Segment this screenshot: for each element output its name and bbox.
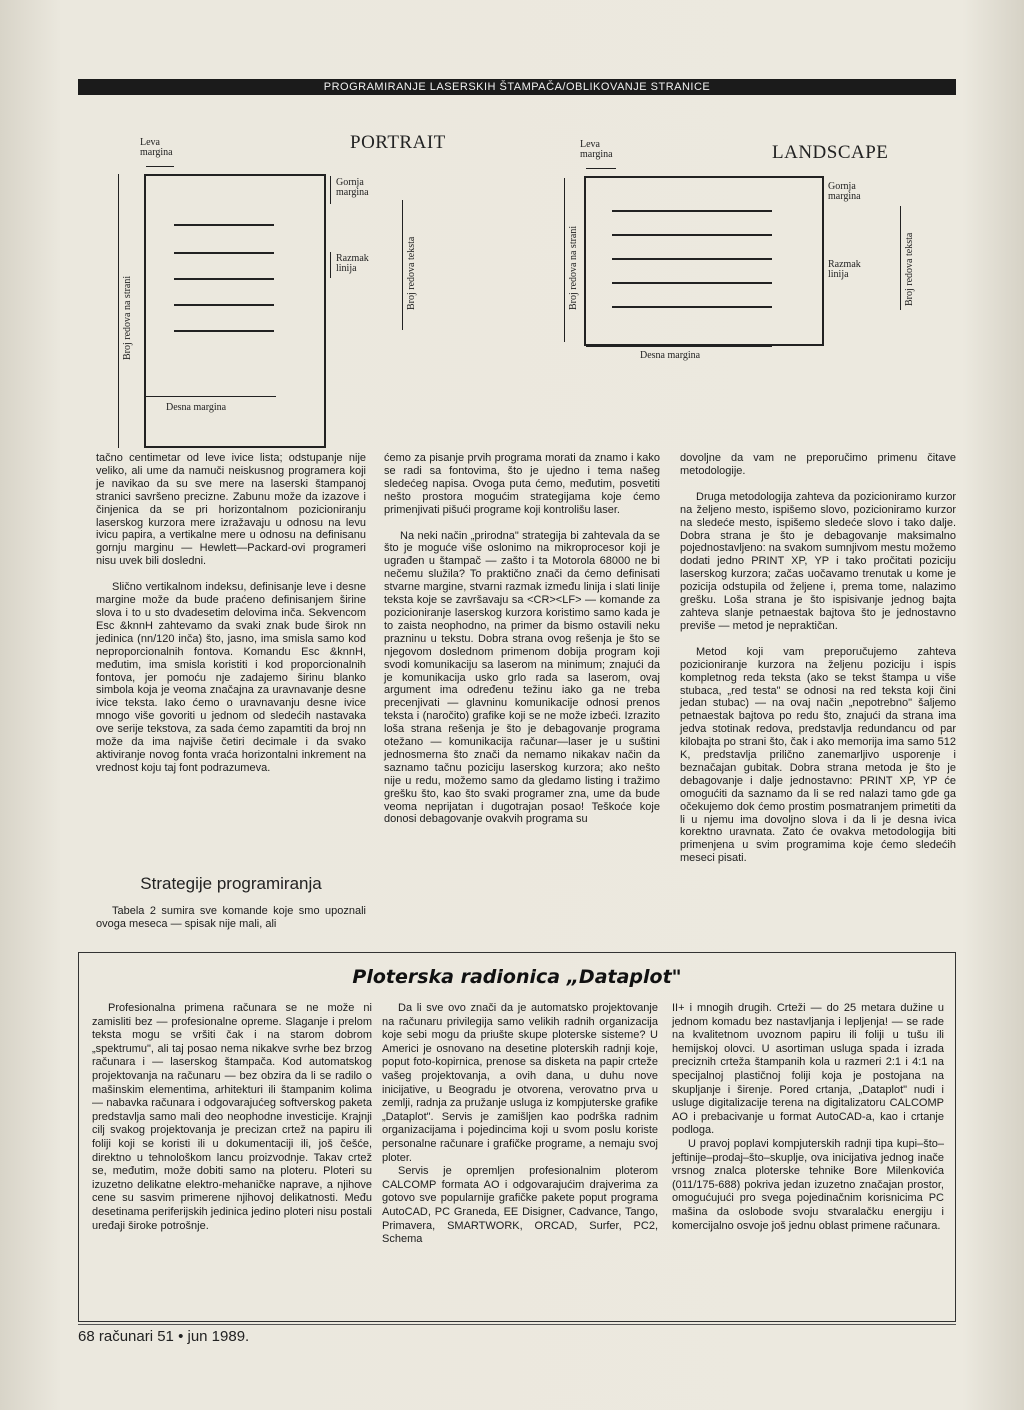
article-paragraph: dovoljne da vam ne preporučimo primenu čitave metodologije. bbox=[680, 452, 956, 477]
landscape-right-margin-arrow bbox=[586, 346, 772, 347]
landscape-lines-per-page-label: Broj redova na strani bbox=[568, 225, 579, 310]
article-column-1 bbox=[96, 452, 366, 775]
article-column-1-end bbox=[96, 905, 366, 931]
box-paragraph: II+ i mnogih drugih. Crteži — do 25 metara dužine u jednom komadu bez nastavljanja i lepljenja! — se rade na kvalitetnom uvoznom papiru ili foliji u tušu ili hemijskoj olovci. U asortiman usluga spada i izrada preciznih crteža štampanih kola u razmeri 2:1 i 4:1 na specijalnoj plastičnoj foliji koja je postojana na skupljanje i širenje. Pored crtanja, „Dataplot" nudi i usluge digitalizacije terena na digitalizatoru CALCOMP AO i prebacivanje u format AutoCAD-a, kao i crtanje podloga. bbox=[672, 1002, 944, 1137]
article-paragraph: Tabela 2 sumira sve komande koje smo upoznali ovoga meseca — spisak nije mali, ali bbox=[96, 905, 366, 930]
footer-rule bbox=[78, 1324, 956, 1325]
landscape-text-lines-arrow bbox=[900, 206, 901, 310]
dataplot-box-title: Ploterska radionica „Dataplot" bbox=[352, 966, 682, 988]
portrait-text-line bbox=[174, 224, 274, 226]
article-paragraph: Slično vertikalnom indeksu, definisanje leve i desne margine može da bude praćeno definisanjem širine slova i to u sto dvadesetim delovima inča. Sekvencom Esc &knnH zahtevamo da svaki znak bude širok nn jedinica (nn/120 inča) što, jasno, ima smisla samo kod neproporcionalnih fontova. Komandu Esc &knnH, međutim, ima smisla koristiti i kod proporcionalnih fontova, jer pomoću nje zadajemo širinu blanko simbola koja je veoma značajna za uravnavanje desne ivice teksta. Iako ćemo o uravnavanju desne ivice mnogo više govoriti u jednom od sledećih nastavaka ove serije tekstova, za sada ćemo zapamtiti da broj nn može da ima najviše četiri decimale i da svako aktiviranje novog fonta vraća horizontalni inkrement na vrednost koju taj font podrazumeva. bbox=[96, 581, 366, 774]
box-paragraph: U pravoj poplavi kompjuterskih radnji tipa kupi–što–jeftinije–prodaj–što–skuplje, ova inicijativa jednog inače vrsnog znalca ploterske tehnike Bore Milenkovića (011/175-688) pokriva jedan izuzetno značajan prostor, omogućujući pro svega pojedinačnim korisnicima PC mašina da oslobode svoju stvaralačku energiju i komercijalno osvoje još jednu oblast primene računara. bbox=[672, 1137, 944, 1232]
section-heading: Strategije programiranja bbox=[140, 874, 322, 893]
portrait-text-lines-label: Broj redova teksta bbox=[406, 236, 417, 310]
landscape-top-margin-label: Gornja margina bbox=[828, 181, 861, 202]
article-column-2 bbox=[384, 452, 660, 826]
article-paragraph: Druga metodologija zahteva da pozicioniramo kurzor na željeno mesto, ispišemo slovo, pozicioniramo kurzor na sledeće mesto, ispišemo sledeće slovo i tako dalje. Dobra strana je što je debagovanje maksimalno pojednostavljeno: na svakom sumnjivom mestu možemo dodati jedno PRINT XP, YP i tako pročitati poziciju laserskog kurzora; začas uočavamo trenutak u kome je pozicija odstupila od željene i, prema tome, nalazimo grešku. Loša strana je što ispisivanje jednog bajta zahteva slanje petnaestak bajtova što je jednostavno previše — metod je nepraktičan. bbox=[680, 490, 956, 632]
landscape-line-spacing-label: Razmak linija bbox=[828, 259, 861, 280]
portrait-left-margin-label: Leva margina bbox=[140, 137, 173, 158]
portrait-left-margin-arrow bbox=[146, 166, 174, 167]
article-paragraph: Metod koji vam preporučujemo zahteva pozicioniranje kurzora na željenu poziciju i ispis kompletnog reda teksta (ako se tekst štampa u više stubaca, „red testa" se odnosi na red teksta koji čini jedan stubac) — na ovaj način „nepotrebno" šaljemo petnaestak bajtova po redu što, znajući da strana ima jedva stotinak redova, predstavlja redundancu od par kilobajta po strani što, čak i ako memorija ima samo 512 K, predstavlja prilično zanemarljivo usporenje i beznačajan gubitak. Dobra strana metoda je što je debagovanje i dalje jednostavno: PRINT XP, YP će omogućiti da saznamo da li se red nalazi tamo gde ga očekujemo dok ćemo prostim posmatranjem primetiti da li u njemu ima dovoljno slova i da li je desna ivica korektno uravnata. Zato će ovakva metodologija biti primenjena u svim programima koje ćemo sledećih meseci pisati. bbox=[680, 645, 956, 865]
portrait-top-margin-arrow bbox=[330, 176, 331, 204]
portrait-right-margin-label: Desna margina bbox=[166, 402, 227, 413]
portrait-text-lines-arrow bbox=[402, 200, 403, 330]
page-footer: 68 računari 51 • jun 1989. bbox=[78, 1328, 250, 1345]
landscape-text-line bbox=[612, 306, 772, 308]
landscape-lines-per-page-arrow bbox=[564, 178, 565, 342]
portrait-text-line bbox=[174, 278, 274, 280]
portrait-title: PORTRAIT bbox=[350, 132, 446, 153]
article-column-3 bbox=[680, 452, 956, 865]
landscape-page-frame bbox=[584, 176, 824, 346]
landscape-line-spacing-arrow bbox=[822, 258, 823, 284]
box-column-3 bbox=[672, 1002, 944, 1233]
section-header-bar: PROGRAMIRANJE LASERSKIH ŠTAMPAČA/OBLIKOVANJE STRANICE bbox=[78, 79, 956, 95]
box-paragraph: Da li sve ovo znači da je automatsko projektovanje na računaru privilegija samo velikih radnih organizacija koje sebi mogu da priušte skupe ploterske sisteme? U Americi je osnovano na desetine ploterskih radnji koje, poput foto-kopirnica, prenose sa disketa na papir crteže vašeg projektovanja, a ovih dana, u duhu nove inicijative, u Beogradu je otvorena, verovatno prva u zemlji, radnja za pružanje usluga iz kompjuterske grafike „Dataplot". Servis je zamišljen kao podrška radnim organizacijama i pojedincima koji u svom poslu koriste personalne računare i grafičke programe, a nemaju svoj ploter. bbox=[382, 1002, 658, 1164]
box-column-1 bbox=[92, 1002, 372, 1233]
landscape-title: LANDSCAPE bbox=[772, 142, 889, 163]
landscape-text-line bbox=[612, 282, 772, 284]
portrait-diagram bbox=[100, 120, 446, 420]
portrait-line-spacing-label: Razmak linija bbox=[336, 253, 369, 274]
portrait-lines-per-page-label: Broj redova na strani bbox=[122, 275, 133, 360]
box-column-2 bbox=[382, 1002, 658, 1247]
landscape-diagram bbox=[560, 130, 940, 370]
article-paragraph: Na neki način „prirodna" strategija bi zahtevala da se što je moguće više oslonimo na mikroprocesor koji je ugrađen u štampač — zašto i ta Motorola 68000 ne bi nečemu služila? To praktično znači da ćemo definisati stvarne margine, stvarni razmak između linija i slati linije teksta koje se završavaju sa <CR><LF> — komande za pozicioniranje laserskog kurzora koristimo samo kada je to zaista neophodno, na primer da bismo ostavili neku prazninu u tekstu. Dobra strana ovog rešenja je što se njegovom doslednom primenom dobija program koji svodi komunikaciju sa laserom na minimum; znajući da je komunikacija usko grlo rada sa laserom, ovaj argument ima određenu težinu iako ga ne treba precenjivati — glavninu komunikacije odnosi prenos teksta i (naročito) grafike koji se ne može izbeći. Izrazito loša strana rešenja je što je debagovanje programa otežano — komunikacija računar—laser je u suštini jednosmerna što znači da nemamo nikakav način da saznamo tačnu poziciju laserskog kurzora; ako nešto nije u redu, možemo samo da gledamo listing i tražimo grešku što, kao što svaki programer zna, ume da bude veoma neprijatan i dugotrajan posao! Teškoće koje donosi debagovanje ovakvih programa su bbox=[384, 529, 660, 826]
landscape-top-margin-arrow bbox=[822, 180, 823, 202]
box-paragraph: Profesionalna primena računara se ne može ni zamisliti bez — profesionalne opreme. Slaganje i prelom teksta mogu se vršiti čak i na starom dobrom „spektrumu", ali taj posao nema nikakve svrhe bez brzog računara i — laserskog štampača. Kod automatskog projektovanja na računaru — bez obzira da li se radilo o mašinskim elementima, arhitekturi ili štampanim kolima — nabavka računara i odgovarajućeg softverskog paketa predstavlja samo mali deo neophodne investicije. Krajnji cilj svakog projektovanja je precizan crtež na papiru ili foliji koji se koristi ili u dokumentaciji ili, još češće, direktno u tehnološkom lancu proizvodnje. Takav crtež se, međutim, može dobiti samo na ploteru. Ploteri su izuzetno delikatne elektro-mehaničke naprave, a njihove cene su sasvim primerene njihovoj delikatnosti. Među desetinama periferijskih jedinica jedino ploteri nisu postali uređaji široke potrošnje. bbox=[92, 1002, 372, 1232]
portrait-text-line bbox=[174, 330, 274, 332]
portrait-line-spacing-arrow bbox=[330, 252, 331, 278]
landscape-left-margin-arrow bbox=[586, 168, 616, 169]
landscape-text-line bbox=[612, 258, 772, 260]
landscape-text-lines-label: Broj redova teksta bbox=[904, 232, 915, 306]
box-paragraph: Servis je opremljen profesionalnim ploterom CALCOMP formata AO i odgovarajućim drajverima za gotovo sve popularnije grafičke pakete poput programa AutoCAD, PC Graneda, EE Disigner, Cadvance, Tango, Primavera, SMARTWORK, ORCAD, Surfer, PC2, Schema bbox=[382, 1165, 658, 1246]
landscape-text-line bbox=[612, 210, 772, 212]
article-paragraph: tačno centimetar od leve ivice lista; odstupanje nije veliko, ali ume da namuči neiskusnog programera koji je navikao da su sve mere na laserski štampanoj stranici savršeno precizne. Zabunu može da izazove i činjenica da se pri horizontalnom pozicioniranju laserskog kurzora mere izražavaju u odnosu na levu ivicu papira, a vertikalne mere u odnosu na definisanu gornju marginu — Hewlett—Packard-ovi programeri nisu uvek bili dosledni. bbox=[96, 452, 366, 568]
portrait-lines-per-page-arrow bbox=[118, 174, 119, 448]
landscape-right-margin-label: Desna margina bbox=[640, 350, 701, 361]
portrait-text-line bbox=[174, 252, 274, 254]
landscape-left-margin-label: Leva margina bbox=[580, 139, 613, 160]
portrait-right-margin-arrow bbox=[146, 396, 276, 397]
portrait-text-line bbox=[174, 304, 274, 306]
landscape-text-line bbox=[612, 234, 772, 236]
article-paragraph: ćemo za pisanje prvih programa morati da znamo i kako se radi sa fontovima, što je ujedno i tema našeg sledećeg napisa. Ovoga puta ćemo, međutim, posvetiti nešto prostora mogućim strategijama koje ćemo primenjivati pišući programe koji kontrolišu laser. bbox=[384, 452, 660, 516]
portrait-top-margin-label: Gornja margina bbox=[336, 177, 369, 198]
